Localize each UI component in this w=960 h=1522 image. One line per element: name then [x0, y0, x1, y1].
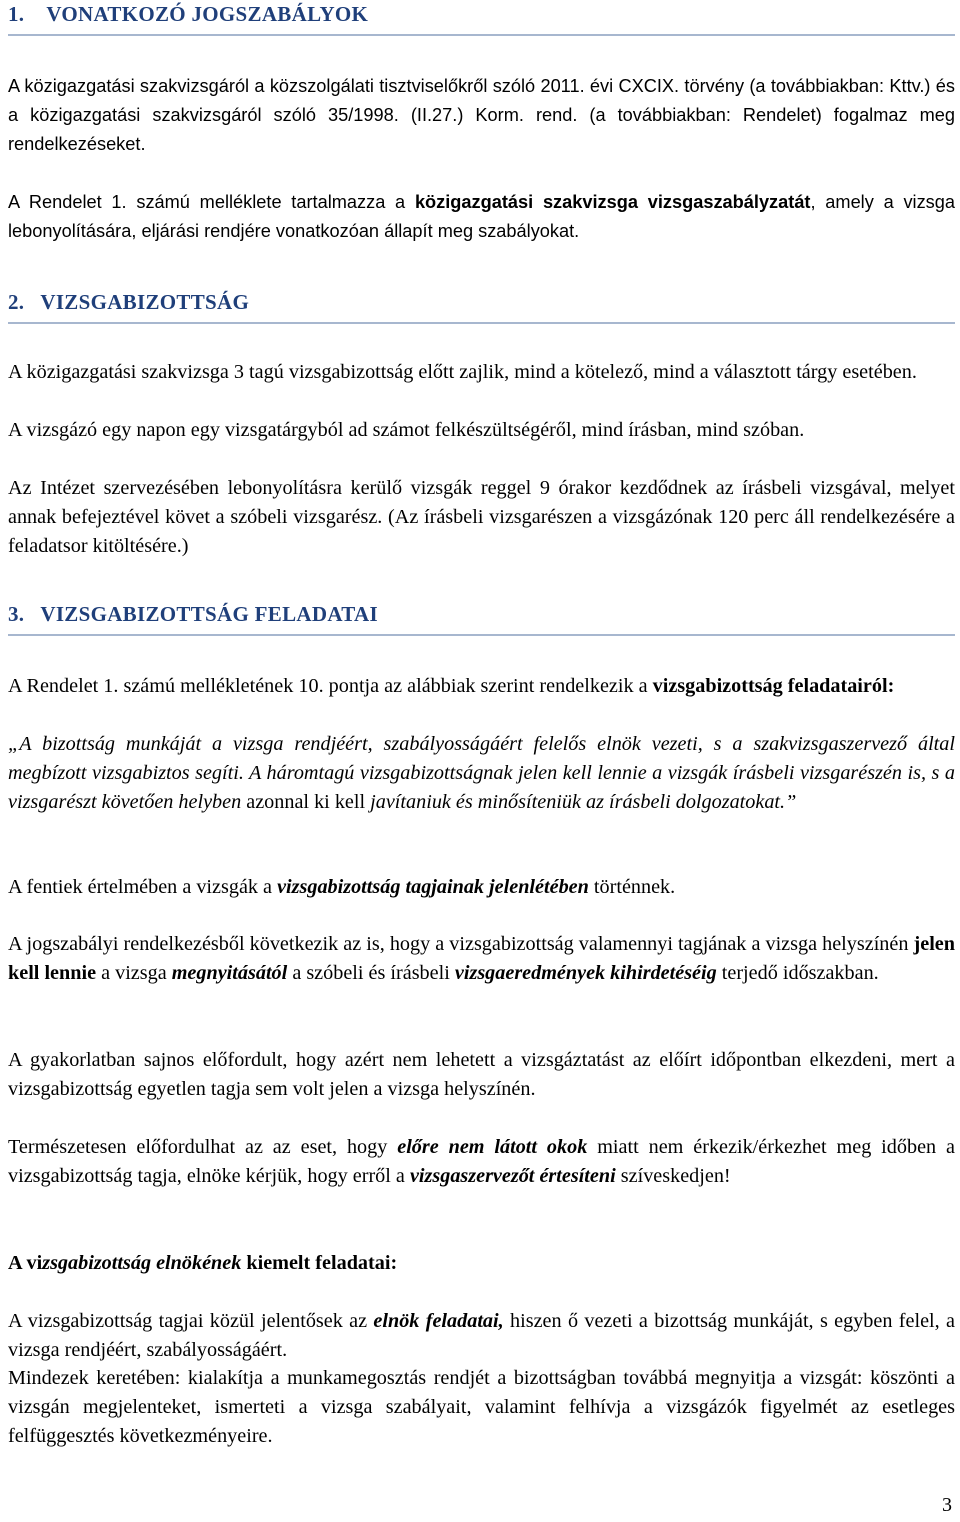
paragraph: A közigazgatási szakvizsgáról a közszolgálati tisztviselőkről szóló 2011. évi CXCIX. törvény (a továbbiakban: Kttv.) és a közigazgatási szakvizsgáról szóló 35/1998. (II.27.) Korm. rend. (a továbbiakban: Rendelet) fogalmaz meg rendelkezéseket. — [8, 76, 955, 154]
paragraph: A jogszabályi rendelkezésből következik az is, hogy a vizsgabizottság valamennyi tagjának a vizsga helyszínén jelen kell lennie a vizsga megnyitásától a szóbeli és írásbeli vizsgaeredmények kihirdetéséig terjedő időszakban. — [8, 933, 955, 984]
paragraph: Mindezek keretében: kialakítja a munkamegosztás rendjét a bizottságban továbbá megnyitja a vizsgát: köszönti a vizsgán megjelenteket, ismerteti a vizsga szabályait, valamint felhívja a vizsgázók figyelmét az esetleges felfüggesztés következményeire. — [8, 1367, 955, 1447]
section-title: VIZSGABIZOTTSÁG — [40, 290, 250, 314]
quote-paragraph: „A bizottság munkáját a vizsga rendjéért, szabályosságáért felelős elnök vezeti, s a szakvizsgaszervező által megbízott vizsgabiztos segíti. A háromtagú vizsgabizottságnak jelen kell lennie a vizsgák írásbeli vizsgarészén is, s a vizsgarészt követően helyben azonnal ki kell javítaniuk és minősíteniük az írásbeli dolgozatokat.” — [8, 733, 955, 813]
bold-italic-phrase: előre nem látott okok — [397, 1136, 588, 1158]
section-number: 3. — [8, 602, 25, 626]
paragraph: Az Intézet szervezésében lebonyolításra kerülő vizsgák reggel 9 órakor kezdődnek az írásbeli vizsgával, melyet annak befejeztével követ a szóbeli vizsgarész. (Az írásbeli vizsgarészen a vizsgázónak 120 perc áll rendelkezésére a feladatsor kitöltésére.) — [8, 477, 955, 557]
page-number: 3 — [942, 1494, 952, 1516]
bold-italic-phrase: megnyitásától — [171, 962, 288, 984]
section-title: VIZSGABIZOTTSÁG FELADATAI — [40, 602, 378, 626]
paragraph: A közigazgatási szakvizsga 3 tagú vizsgabizottság előtt zajlik, mind a kötelező, mind a választott tárgy esetében. — [8, 361, 917, 383]
section-number: 2. — [8, 290, 25, 314]
paragraph: A gyakorlatban sajnos előfordult, hogy azért nem lehetett a vizsgáztatást az előírt időpontban elkezdeni, mert a vizsgabizottság egyetlen tagja sem volt jelen a vizsga helyszínén. — [8, 1049, 955, 1100]
bold-italic-phrase: vizsgaszervezőt értesíteni — [409, 1165, 616, 1187]
bold-italic-phrase: vizsgaeredmények kihirdetéséig — [454, 962, 717, 984]
bold-phrase: közigazgatási szakvizsga vizsgaszabályzatát — [414, 192, 811, 212]
paragraph: A vizsgabizottság elnökének kiemelt feladatai: — [8, 1252, 398, 1274]
section-heading-2 — [8, 288, 955, 324]
section-number: 1. — [8, 2, 25, 26]
bold-italic-phrase: elnök feladatai, — [373, 1310, 504, 1332]
paragraph: A vizsgabizottság tagjai közül jelentősek az elnök feladatai, hiszen ő vezeti a bizottság munkáját, s egyben felel, a vizsga rendjéért, szabályosságáért. — [8, 1310, 955, 1361]
paragraph: A vizsgázó egy napon egy vizsgatárgyból ad számot felkészültségéről, mind írásban, mind szóban. — [8, 419, 805, 441]
bold-italic-phrase: vizsgabizottság tagjainak jelenlétében — [277, 876, 589, 898]
paragraph: Természetesen előfordulhat az az eset, hogy előre nem látott okok miatt nem érkezik/érkezhet meg időben a vizsgabizottság tagja, elnöke kérjük, hogy erről a vizsgaszervezőt értesíteni szíveskedjen! — [8, 1136, 955, 1187]
bold-phrase: vizsgabizottság feladatairól: — [652, 675, 895, 697]
section-title: VONATKOZÓ JOGSZABÁLYOK — [46, 2, 369, 26]
bold-phrase: jelen kell lennie — [8, 933, 955, 984]
paragraph: A Rendelet 1. számú mellékletének 10. pontja az alábbiak szerint rendelkezik a vizsgabizottság feladatairól: — [8, 675, 895, 697]
paragraph: A fentiek értelmében a vizsgák a vizsgabizottság tagjainak jelenlétében történnek. — [8, 876, 676, 898]
section-heading-1 — [8, 0, 955, 36]
paragraph: A Rendelet 1. számú melléklete tartalmazza a közigazgatási szakvizsga vizsgaszabályzatát, amely a vizsga lebonyolítására, eljárási rendjére vonatkozóan állapít meg szabályokat. — [8, 192, 955, 241]
section-heading-3 — [8, 600, 955, 636]
